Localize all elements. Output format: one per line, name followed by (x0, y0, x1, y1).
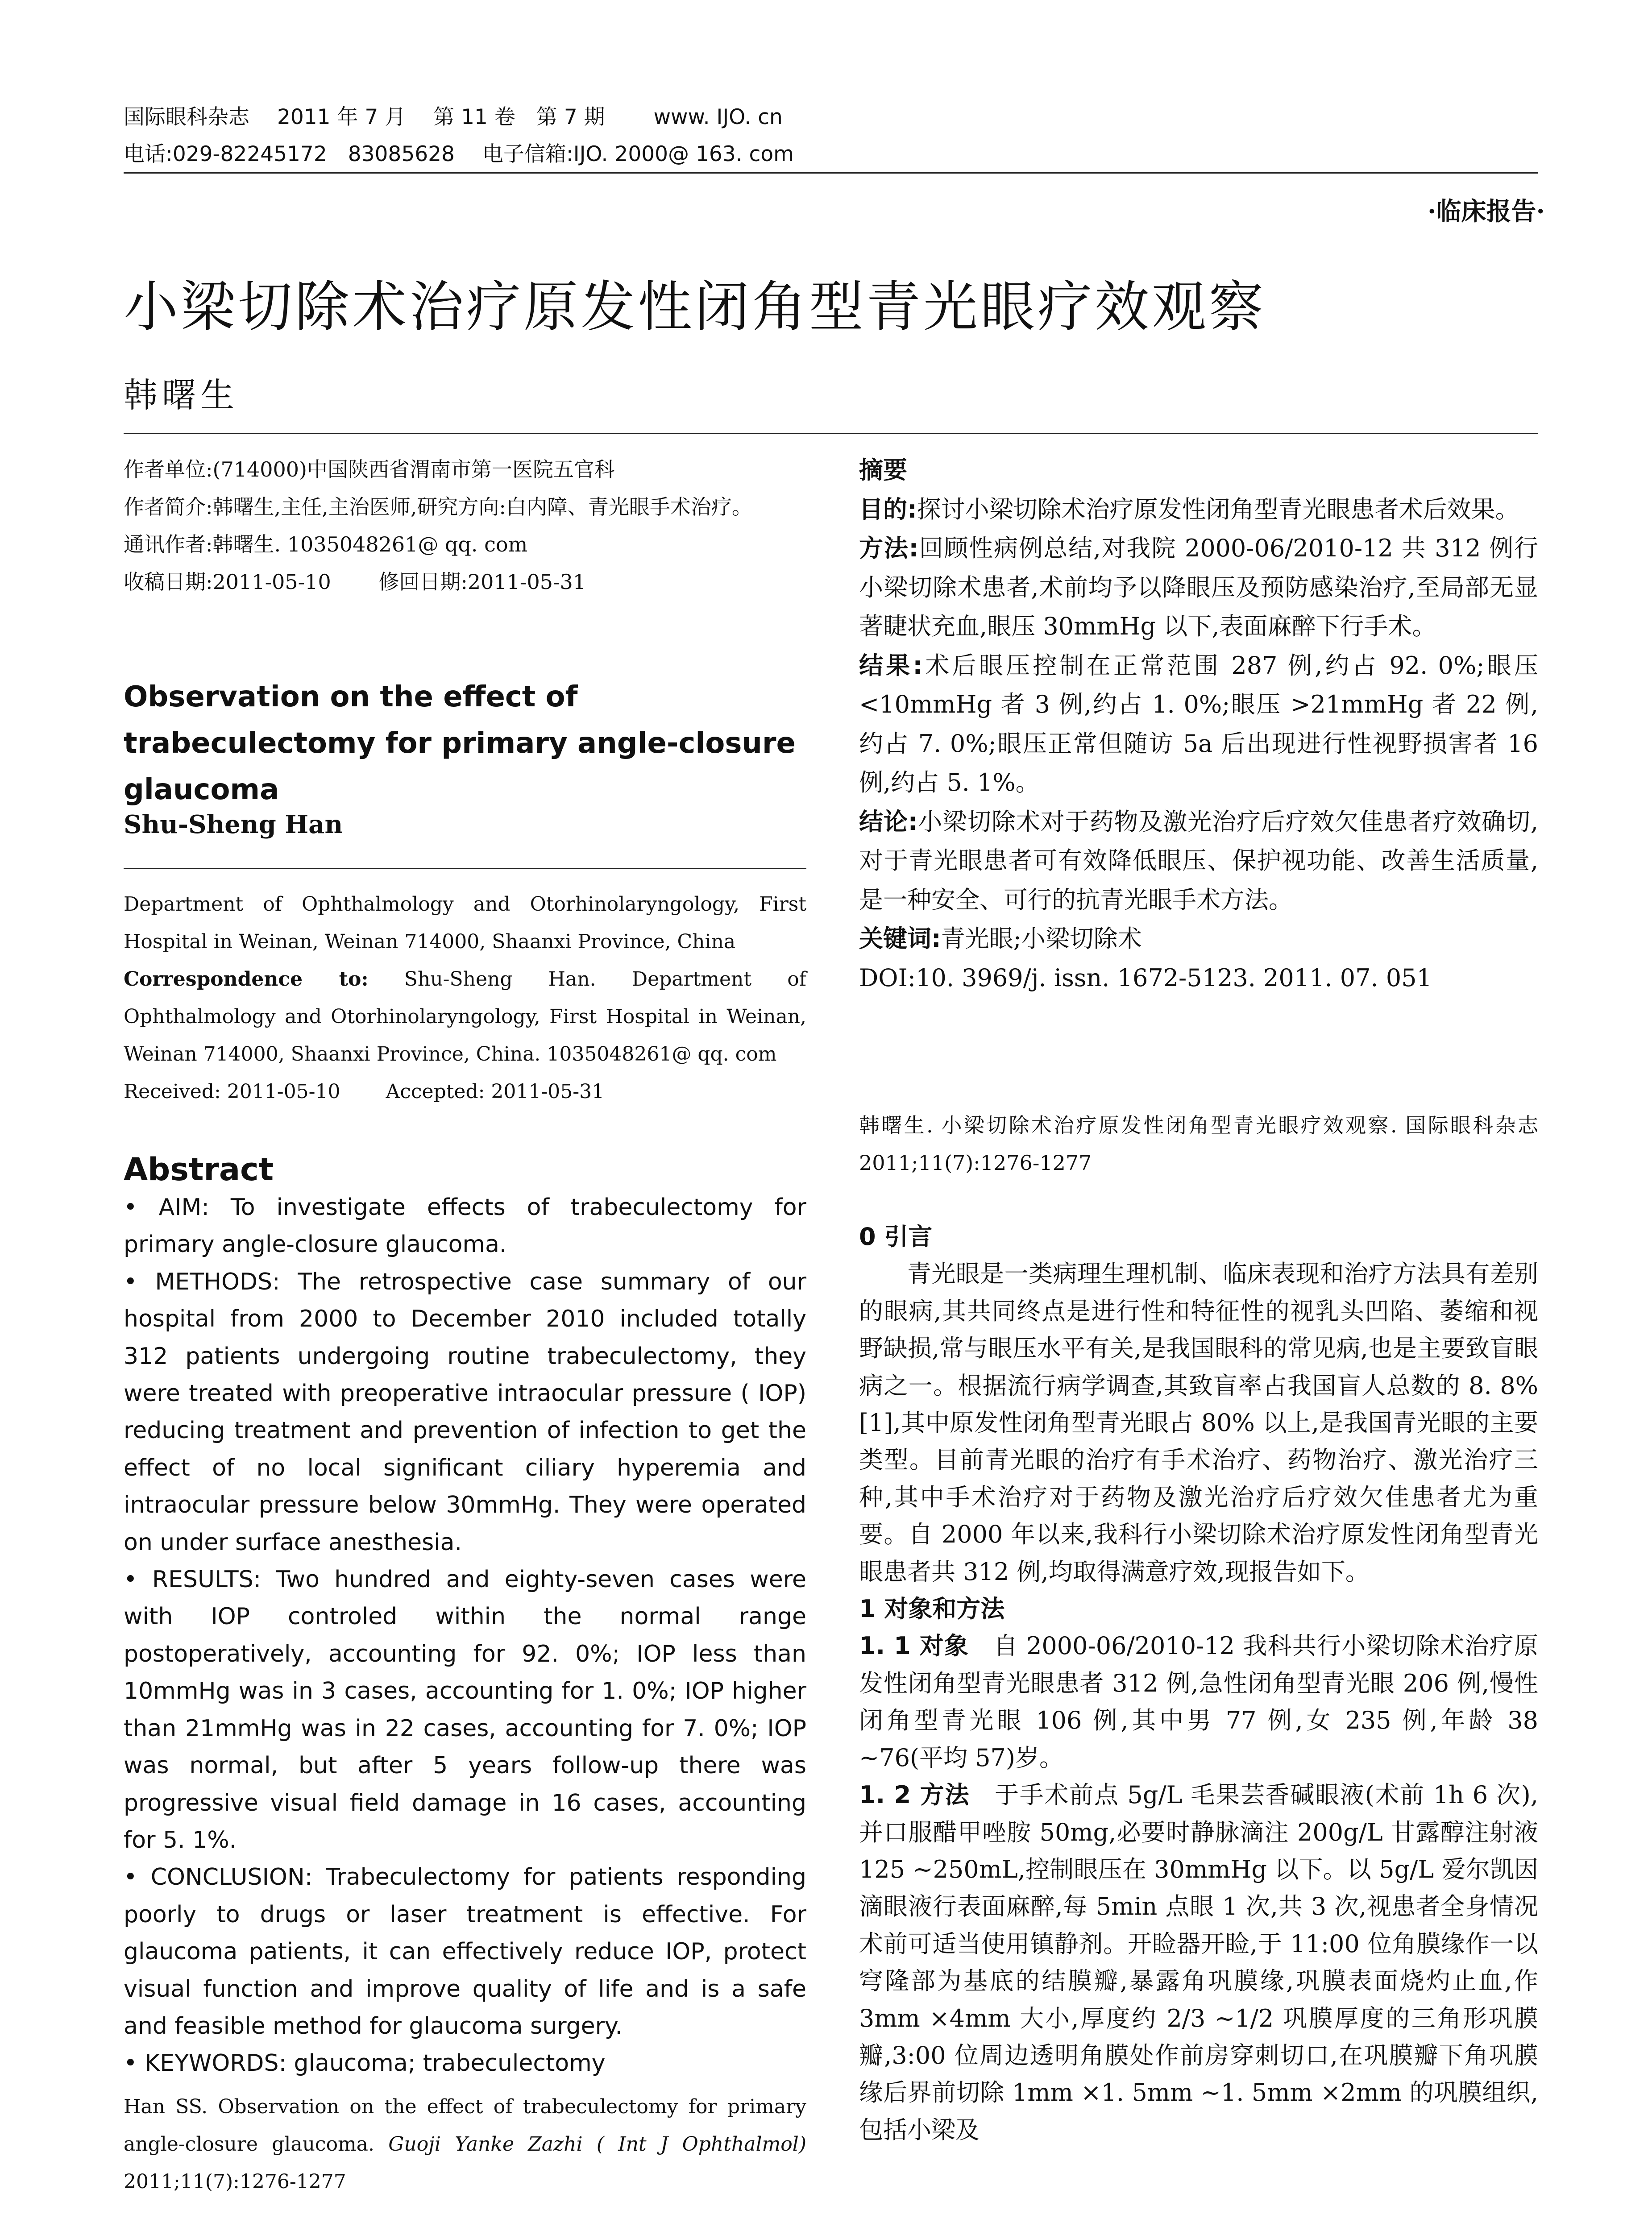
title-rule (124, 433, 1538, 434)
citation-cn: 韩曙生. 小梁切除术治疗原发性闭角型青光眼疗效观察. 国际眼科杂志 2011;11(7):1276-1277 (859, 1113, 1538, 1175)
intro-heading: 0 引言 (859, 1223, 933, 1251)
abstract-en-body (124, 1189, 806, 2082)
author-unit: 作者单位:(714000)中国陕西省渭南市第一医院五官科 (124, 457, 615, 481)
intro-paragraph: 青光眼是一类病理生理机制、临床表现和治疗方法具有差别的眼病,其共同终点是进行性和特征性的视乳头凹陷、萎缩和视野缺损,常与眼压水平有关,是我国眼科的常见病,也是主要致盲眼病之一。根据流行病学调查,其致盲率占我国盲人总数的 8. 8%[1],其中原发性闭角型青光眼占 80% 以上,是我国青光眼的主要类型。目前青光眼的治疗有手术治疗、药物治疗、激光治疗三种,其中手术治疗对于药物及激光治疗后疗效欠佳患者尤为重要。自 2000 年以来,我科行小梁切除术治疗原发性闭角型青光眼患者共 312 例,均取得满意疗效,现报告如下。 (859, 1260, 1538, 1586)
journal-header-line1: 国际眼科杂志 2011 年 7 月 第 11 卷 第 7 期 www. IJO. cn (124, 105, 783, 129)
abstract-results-en: • RESULTS: Two hundred and eighty-seven cases were with IOP controled within the normal range postoperatively, accounting for 92. 0%; IOP less than 10mmHg was in 3 cases, accounting for 1. 0%; IOP higher than 21mmHg was in 22 cases, accounting for 7. 0%; IOP was normal, but after 5 years follow-up there was progressive visual field damage in 16 cases, accounting for 5. 1%. (124, 1566, 806, 1854)
author-bio: 作者简介:韩曙生,主任,主治医师,研究方向:白内障、青光眼手术治疗。 (124, 495, 752, 519)
citation-en-prefix: Han SS. Observation on the effect of trabeculectomy for primary angle-closure glaucoma. (124, 2095, 806, 2156)
citation-en-journal: Guoji Yanke Zazhi ( Int J Ophthalmol) (388, 2133, 807, 2156)
affiliation-en (124, 886, 806, 1111)
abstract-aim-cn: 目的:探讨小梁切除术治疗原发性闭角型青光眼患者术后效果。 (859, 495, 1519, 523)
author-en-rule (124, 868, 806, 869)
corresponding-author: 通讯作者:韩曙生. 1035048261@ qq. com (124, 532, 528, 556)
abstract-conclusion-en: • CONCLUSION: Trabeculectomy for patients responding poorly to drugs or laser treatment is effective. For glaucoma patients, it can effectively reduce IOP, protect visual function and improve quality of life and is a safe and feasible method for glaucoma surgery. (124, 1864, 806, 2040)
abstract-methods-cn: 方法:回顾性病例总结,对我院 2000-06/2010-12 共 312 例行小梁切除术患者,术前均予以降眼压及预防感染治疗,至局部无显著睫状充血,眼压 30mmHg 以下,表面麻醉下行手术。 (859, 534, 1538, 640)
author-affiliation (124, 451, 806, 601)
citation-en (124, 2088, 806, 2201)
section1-heading: 1 对象和方法 (859, 1595, 1005, 1623)
doi: DOI:10. 3969/j. issn. 1672-5123. 2011. 07. 051 (859, 963, 1432, 992)
citation-en-suffix: 2011;11(7):1276-1277 (124, 2170, 346, 2193)
header-rule (124, 172, 1538, 174)
author-en: Shu-Sheng Han (124, 810, 343, 839)
section1-1: 1. 1 对象 自 2000-06/2010-12 我科共行小梁切除术治疗原发性闭角型青光眼患者 312 例,急性闭角型青光眼 206 例,慢性闭角型青光眼 106 例,其中男 77 例,女 235 例,年龄 38 ~76(平均 57)岁。 (859, 1632, 1538, 1772)
abstract-heading-en: Abstract (124, 1151, 274, 1188)
section1-2: 1. 2 方法 于手术前点 5g/L 毛果芸香碱眼液(术前 1h 6 次),并口服醋甲唑胺 50mg,必要时静脉滴注 200g/L 甘露醇注射液 125 ~250mL,控制眼压在 30mmHg 以下。以 5g/L 爱尔凯因滴眼液行表面麻醉,每 5min 点眼 1 次,共 3 次,视患者全身情况术前可适当使用镇静剂。开睑器开睑,于 11:00 位角膜缘作一以穹隆部为基底的结膜瓣,暴露角巩膜缘,巩膜表面烧灼止血,作 3mm ×4mm 大小,厚度约 2/3 ~1/2 巩膜厚度的三角形巩膜瓣,3:00 位周边透明角膜处作前房穿刺切口,在巩膜瓣下角巩膜缘后界前切除 1mm ×1. 5mm ~1. 5mm ×2mm 的巩膜组织,包括小梁及 (859, 1781, 1539, 2144)
abstract-keywords-en: • KEYWORDS: glaucoma; trabeculectomy (124, 2050, 606, 2077)
received-dates: 收稿日期:2011-05-10 修回日期:2011-05-31 (124, 570, 586, 594)
journal-header-line2: 电话:029-82245172 83085628 电子信箱:IJO. 2000@ 163. com (124, 142, 794, 166)
abstract-results-cn: 结果:术后眼压控制在正常范围 287 例,约占 92. 0%;眼压 <10mmHg 者 3 例,约占 1. 0%;眼压 >21mmHg 者 22 例,约占 7. 0%;眼压正常但随访 5a 后出现进行性视野损害者 16 例,约占 5. 1%。 (859, 651, 1538, 796)
abstract-methods-en: • METHODS: The retrospective case summary of our hospital from 2000 to December 2010 included totally 312 patients undergoing routine trabeculectomy, they were treated with preoperative intraocular pressure ( IOP) reducing treatment and prevention of infection to get the effect of no local significant ciliary hyperemia and intraocular pressure below 30mmHg. They were operated on under surface anesthesia. (124, 1268, 806, 1556)
correspondence-label: Correspondence to: (124, 968, 369, 991)
column-tag: ·临床报告· (1428, 197, 1545, 226)
author-cn: 韩曙生 (124, 375, 239, 415)
title-en: Observation on the effect of trabeculectomy for primary angle-closure glaucoma (124, 680, 796, 806)
abstract-heading-cn: 摘要 (859, 456, 907, 484)
correspondence-text: Shu-Sheng Han. Department of Ophthalmology and Otorhinolaryngology, First Hospital in Weinan, Weinan 714000, Shaanxi Province, China. 1035048261@ qq. com (124, 968, 806, 1066)
body-text (859, 1218, 1538, 2148)
dates-en: Received: 2011-05-10 Accepted: 2011-05-31 (124, 1080, 605, 1103)
abstract-aim-en: • AIM: To investigate effects of trabeculectomy for primary angle-closure glaucoma. (124, 1194, 806, 1258)
title-cn: 小梁切除术治疗原发性闭角型青光眼疗效观察 (124, 275, 1266, 339)
abstract-cn (859, 451, 1538, 997)
abstract-keywords-cn: 关键词:青光眼;小梁切除术 (859, 925, 1142, 953)
abstract-conclusion-cn: 结论:小梁切除术对于药物及激光治疗后疗效欠佳患者疗效确切,对于青光眼患者可有效降低眼压、保护视功能、改善生活质量,是一种安全、可行的抗青光眼手术方法。 (859, 807, 1538, 914)
department-en: Department of Ophthalmology and Otorhinolaryngology, First Hospital in Weinan, Weinan 714000, Shaanxi Province, China (124, 893, 806, 953)
